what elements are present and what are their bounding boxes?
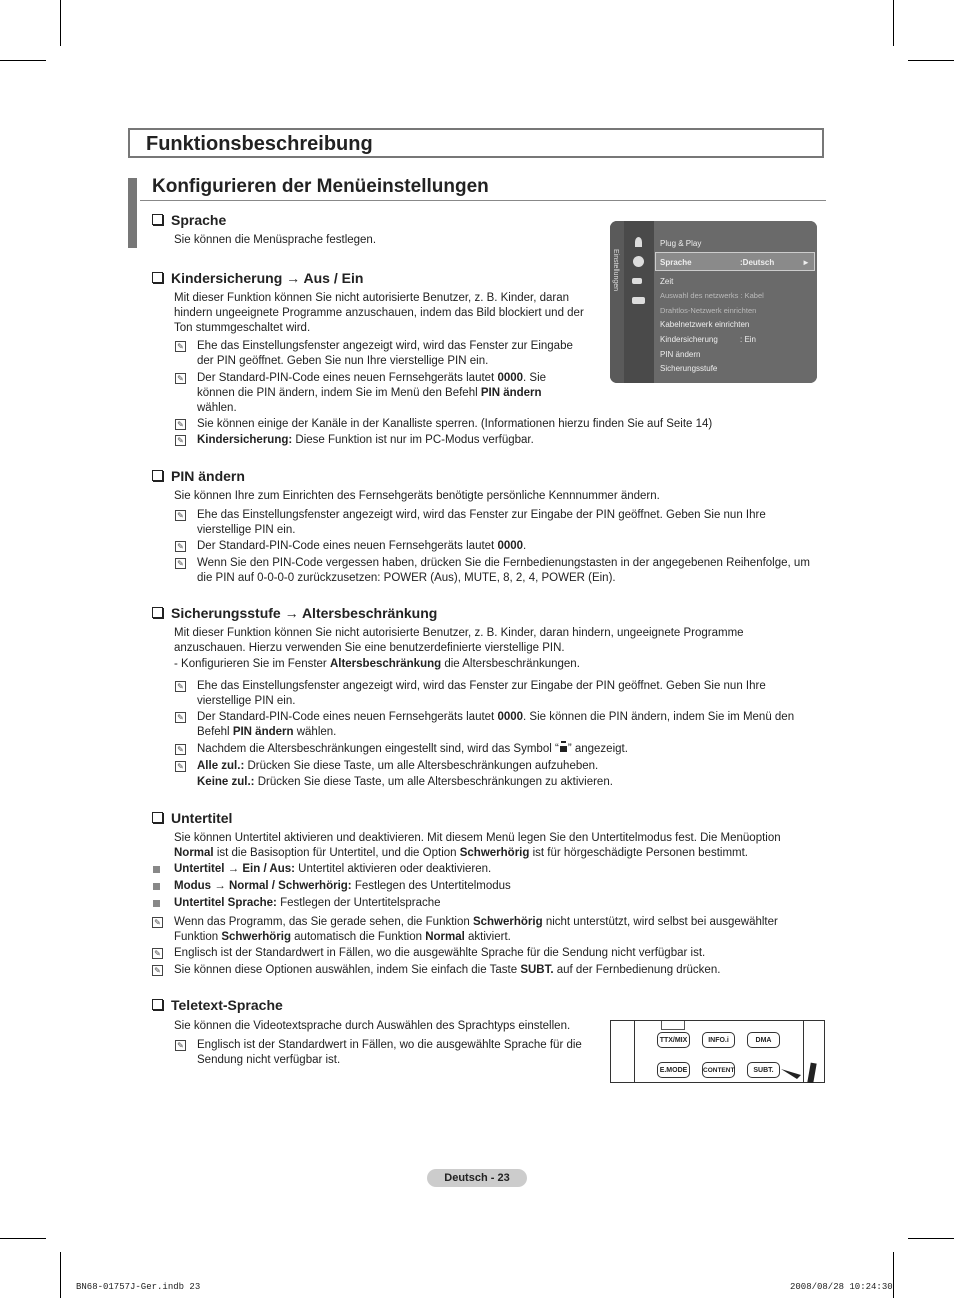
note-icon: ✎: [175, 712, 186, 723]
hand-pointer-icon: [779, 1059, 823, 1083]
menu-side-label: Einstellungen: [612, 249, 619, 292]
note-text: nicht unterstützt, wird selbst bei ausgewählter Funktion: [174, 916, 778, 943]
heading-text: Sprache: [171, 212, 227, 228]
section-title: Konfigurieren der Menüeinstellungen: [152, 176, 489, 197]
note-bold: Normal: [425, 931, 465, 943]
heading-pin: [152, 468, 245, 484]
input-icon: [632, 278, 642, 284]
subtitle-accent-gap: [137, 178, 140, 248]
note-bold: 0000: [497, 711, 524, 723]
bullet-bold: Modus → Normal / Schwerhörig:: [174, 880, 352, 892]
sicher-text: Mit dieser Funktion können Sie nicht autorisierte Benutzer, z. B. Kinder, daran hindern, ungeeignete Programme anzuschauen. Hierzu verwenden Sie eine benutzerdefinierte vierstellige PIN.: [174, 627, 744, 654]
unter-bullet-3: [174, 896, 794, 911]
note-icon: ✎: [175, 419, 186, 430]
dma-button[interactable]: DMA: [747, 1032, 780, 1048]
sicher-note-5: [197, 775, 817, 790]
note-icon: ✎: [152, 965, 163, 976]
unter-note-1: [174, 915, 794, 945]
note-icon: ✎: [175, 373, 186, 384]
lock-icon: [560, 743, 567, 752]
remote-control-image: [610, 1020, 825, 1083]
application-icon: [632, 297, 645, 304]
e-mode-button[interactable]: E.MODE: [657, 1062, 690, 1078]
note-icon: ✎: [175, 435, 186, 446]
note-text: Der Standard-PIN-Code eines neuen Fernsehgeräts lautet: [197, 711, 498, 723]
teletext-note-1: Englisch ist der Standardwert in Fällen, wo die ausgewählte Sprache für die Sendung nicht verfügbar ist.: [197, 1039, 582, 1066]
teletext-text: Sie können die Videotextsprache durch Auswählen des Sprachtyps einstellen.: [174, 1020, 571, 1032]
print-info-right: 2008/08/28 10:24:30: [790, 1282, 893, 1292]
arrow-right-icon: ►: [802, 258, 810, 267]
note-icon: ✎: [152, 917, 163, 928]
print-info-left: BN68-01757J-Ger.indb 23: [76, 1282, 201, 1292]
note-bold: PIN ändern: [232, 726, 294, 738]
heading-sicherungsstufe: [152, 605, 437, 621]
para-bold: Schwerhörig: [459, 847, 530, 859]
heading-sprache: [152, 212, 226, 228]
page-header: [128, 128, 824, 158]
note-text: auf der Fernbedienung drücken.: [553, 964, 721, 976]
pin-text: Sie können Ihre zum Einrichten des Fernsehgeräts benötigte persönliche Kennnummer ändern.: [174, 490, 660, 502]
sicher-note-2: [197, 710, 817, 740]
heading-text: Untertitel: [171, 810, 233, 826]
checkbox-icon: [152, 470, 163, 481]
heading-kindersicherung: [152, 270, 363, 286]
dash-text: die Altersbeschränkungen.: [441, 658, 580, 670]
kinder-note-2: [197, 371, 562, 416]
crop-mark: [0, 60, 46, 61]
note-bold: PIN ändern: [480, 387, 542, 399]
para-bold: Normal: [174, 847, 214, 859]
square-bullet-icon: [153, 883, 160, 890]
note-text: ” angezeigt.: [567, 743, 628, 755]
heading-text: Teletext-Sprache: [171, 997, 283, 1013]
note-text: Der Standard-PIN-Code eines neuen Fernsehgeräts lautet: [197, 540, 498, 552]
note-text: Der Standard-PIN-Code eines neuen Fernsehgeräts lautet: [197, 372, 498, 384]
kinder-note-4: [197, 433, 817, 448]
crop-mark: [893, 0, 894, 46]
sicher-dash: [174, 657, 774, 672]
note-icon: ✎: [175, 744, 186, 755]
bullet-bold: Untertitel Sprache:: [174, 897, 277, 909]
crop-mark: [908, 1238, 954, 1239]
checkbox-icon: [152, 607, 163, 618]
note-icon: ✎: [175, 541, 186, 552]
note-icon: ✎: [175, 341, 186, 352]
kinder-note-1: Ehe das Einstellungsfenster angezeigt wird, wird das Fenster zur Eingabe der PIN geöffnet. Geben Sie nun Ihre vierstellige PIN ein.: [197, 340, 573, 367]
pin-note-1: Ehe das Einstellungsfenster angezeigt wird, wird das Fenster zur Eingabe der PIN geöffnet. Geben Sie nun Ihre vierstellige PIN ein.: [197, 509, 766, 536]
note-bold: Alle zul.:: [197, 760, 245, 772]
sicher-note-3: [197, 742, 817, 757]
note-icon: ✎: [152, 948, 163, 959]
heading-text: PIN ändern: [171, 468, 245, 484]
menu-item-zeit[interactable]: Zeit: [660, 277, 674, 286]
menu-value-sprache: :Deutsch: [740, 258, 775, 267]
note-bold: Schwerhörig: [221, 931, 291, 943]
note-text: Diese Funktion ist nur im PC-Modus verfügbar.: [292, 434, 534, 446]
heading-text: Kindersicherung → Aus / Ein: [171, 270, 364, 286]
subt-button[interactable]: SUBT.: [747, 1062, 780, 1078]
note-text: Drücken Sie diese Taste, um alle Altersbeschränkungen zu aktivieren.: [254, 776, 613, 788]
note-text: Wenn das Programm, das Sie gerade sehen, die Funktion: [174, 916, 473, 928]
bullet-text: Festlegen des Untertitelmodus: [351, 880, 511, 892]
gear-icon: [633, 256, 644, 267]
note-icon: ✎: [175, 510, 186, 521]
note-icon: ✎: [175, 761, 186, 772]
sicher-note-1: Ehe das Einstellungsfenster angezeigt wird, wird das Fenster zur Eingabe der PIN geöffnet. Geben Sie nun Ihre vierstellige PIN ein.: [197, 680, 766, 707]
square-bullet-icon: [153, 866, 160, 873]
note-text: Nachdem die Altersbeschränkungen eingestellt sind, wird das Symbol “: [197, 743, 559, 755]
unter-bullet-2: [174, 879, 794, 894]
page-number: Deutsch - 23: [427, 1169, 527, 1187]
menu-side: [610, 221, 624, 383]
bullet-text: Untertitel aktivieren oder deaktivieren.: [294, 863, 492, 875]
note-text: aktiviert.: [464, 931, 511, 943]
pin-note-3: Wenn Sie den PIN-Code vergessen haben, drücken Sie die Fernbedienungstasten in der angegebenen Reihenfolge, um die PIN auf 0-0-0-0 zurückzusetzen: POWER (Aus), MUTE, 8, 2, 4, POWER (Ein).: [197, 557, 810, 584]
menu-item-kindersicherung[interactable]: Kindersicherung: [660, 335, 718, 344]
note-icon: ✎: [175, 558, 186, 569]
pin-note-2: [197, 539, 817, 554]
note-text: wählen.: [197, 402, 237, 414]
checkbox-icon: [152, 999, 163, 1010]
note-bold: SUBT.: [520, 964, 554, 976]
menu-item-kabelnetz[interactable]: Kabelnetzwerk einrichten: [660, 320, 750, 329]
title-rule: [140, 200, 826, 201]
menu-item-drahtlos[interactable]: Drahtlos-Netzwerk einrichten: [660, 306, 757, 315]
dash-bold: Altersbeschränkung: [329, 658, 442, 670]
sprache-text: Sie können die Menüsprache festlegen.: [174, 234, 377, 246]
note-text: Drücken Sie diese Taste, um alle Altersbeschränkungen aufzuheben.: [244, 760, 599, 772]
menu-item-netzwerk[interactable]: Auswahl des netzwerks : Kabel: [660, 291, 764, 300]
heading-teletext: [152, 997, 283, 1013]
note-text: wählen.: [293, 726, 337, 738]
note-icon: ✎: [175, 681, 186, 692]
page-title: Funktionsbeschreibung: [146, 133, 373, 155]
picture-icon: [635, 237, 642, 247]
kinder-note-3: Sie können einige der Kanäle in der Kanalliste sperren. (Informationen hierzu finden Sie auf Seite 14): [197, 418, 713, 430]
bullet-text: Festlegen der Untertitelsprache: [276, 897, 441, 909]
crop-mark: [60, 1252, 61, 1298]
heading-untertitel: [152, 810, 232, 826]
crop-mark: [0, 1238, 46, 1239]
para-text: ist für hörgeschädigte Personen bestimmt.: [529, 847, 748, 859]
sicher-note-4: [197, 759, 817, 774]
ttx-mix-button[interactable]: TTX/MIX: [657, 1032, 690, 1048]
square-bullet-icon: [153, 900, 160, 907]
menu-item-sprache[interactable]: Sprache: [660, 258, 692, 267]
menu-item-sicherungsstufe[interactable]: Sicherungsstufe: [660, 364, 718, 373]
para-text: Sie können Untertitel aktivieren und deaktivieren. Mit diesem Menü legen Sie den Untertitelmodus fest. Die Menüoption: [174, 832, 781, 844]
note-text: automatisch die Funktion: [290, 931, 426, 943]
kinder-text: Mit dieser Funktion können Sie nicht autorisierte Benutzer, z. B. Kinder, daran hindern ungeeignete Programme anzuschauen, indem das Bild blockiert und der Ton stummgeschaltet wird.: [174, 292, 584, 334]
crop-mark: [893, 1252, 894, 1298]
note-icon: ✎: [175, 1040, 186, 1051]
unter-note-3: [174, 963, 794, 978]
checkbox-icon: [152, 812, 163, 823]
note-bold: 0000: [497, 540, 524, 552]
unter-bullet-1: [174, 862, 794, 877]
note-bold: Schwerhörig: [472, 916, 543, 928]
tv-settings-menu: [610, 221, 817, 383]
unter-text: [174, 831, 799, 861]
bullet-bold: Untertitel → Ein / Aus:: [174, 863, 295, 875]
note-text: .: [523, 540, 527, 552]
menu-item-plug-play[interactable]: Plug & Play: [660, 239, 702, 248]
info-button[interactable]: INFO.i: [702, 1032, 735, 1048]
note-bold: Keine zul.:: [197, 776, 255, 788]
checkbox-icon: [152, 214, 163, 225]
para-text: ist die Basisoption für Untertitel, und die Option: [213, 847, 460, 859]
dash-text: - Konfigurieren Sie im Fenster: [174, 658, 330, 670]
heading-text: Sicherungsstufe → Altersbeschränkung: [171, 605, 438, 621]
menu-item-pin[interactable]: PIN ändern: [660, 350, 701, 359]
unter-note-2: Englisch ist der Standardwert in Fällen, wo die ausgewählte Sprache für die Sendung nicht verfügbar ist.: [174, 947, 706, 959]
crop-mark: [908, 60, 954, 61]
note-text: . Sie können die PIN ändern, indem Sie im Menü den Befehl: [197, 372, 547, 399]
note-bold: Kindersicherung:: [197, 434, 293, 446]
teletext-icon: [661, 1021, 685, 1030]
content-button[interactable]: CONTENT: [702, 1062, 735, 1078]
note-text: . Sie können die PIN ändern, indem Sie im Menü den Befehl: [197, 711, 795, 738]
checkbox-icon: [152, 272, 163, 283]
note-text: Sie können diese Optionen auswählen, indem Sie einfach die Taste: [174, 964, 521, 976]
crop-mark: [60, 0, 61, 46]
note-bold: 0000: [497, 372, 524, 384]
menu-value-kindersicherung: : Ein: [740, 335, 757, 344]
